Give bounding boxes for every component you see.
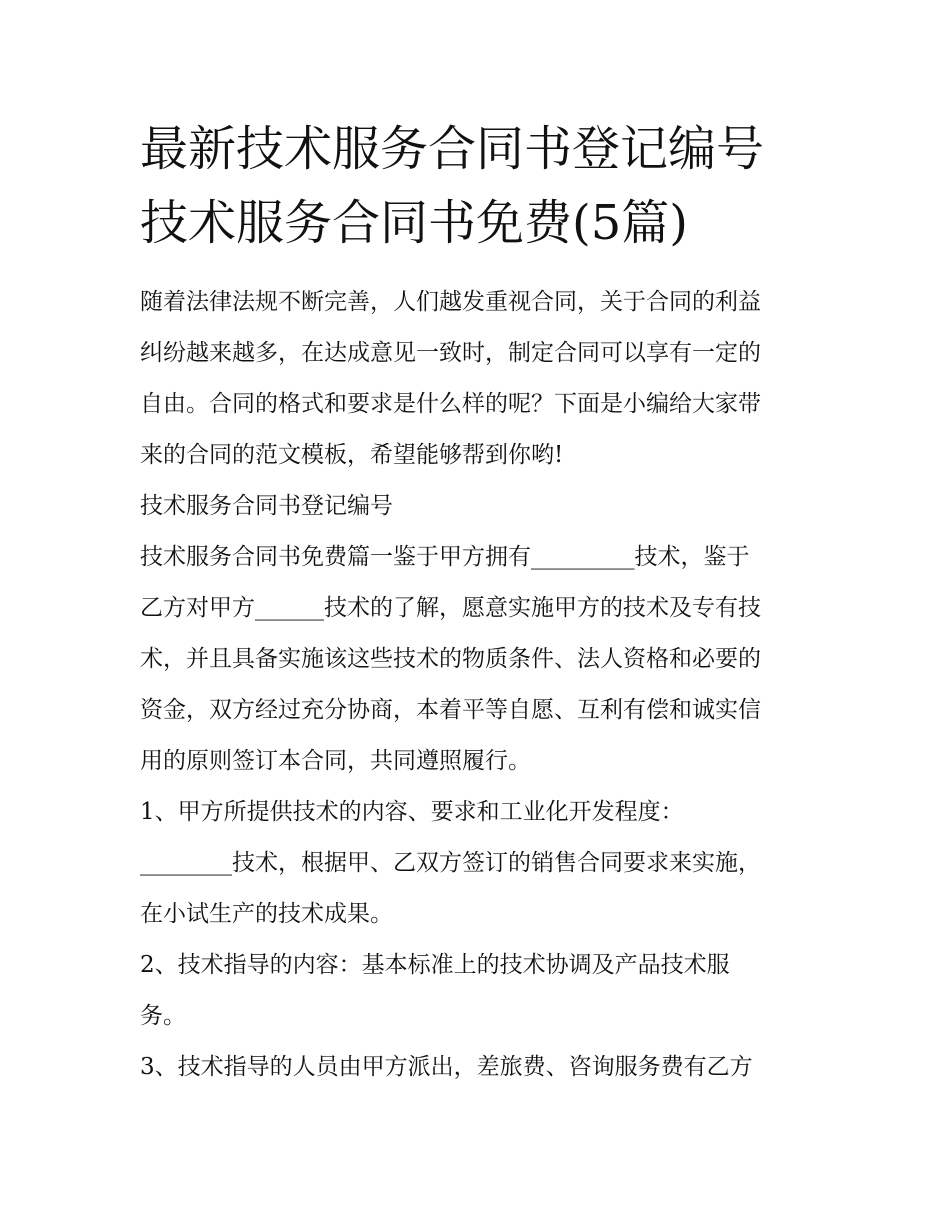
- article-line: 技术服务合同书免费篇一鉴于甲方拥有_________技术，鉴于: [140, 544, 750, 570]
- article-line: 术，并且具备实施该这些技术的物质条件、法人资格和必要的: [140, 646, 761, 672]
- document-body: [140, 277, 830, 1093]
- section-heading: [140, 481, 830, 532]
- article-line: 用的原则签订本合同，共同遵照履行。: [140, 748, 531, 774]
- clause-2: [140, 940, 830, 1042]
- clause-1-line: ________技术，根据甲、乙双方签订的销售合同要求来实施，: [140, 850, 761, 876]
- article-line: 资金，双方经过充分协商，本着平等自愿、互利有偿和诚实信: [140, 697, 761, 723]
- clause-3: [140, 1042, 830, 1093]
- title-line-1: 最新技术服务合同书登记编号: [140, 121, 765, 177]
- section-heading-text: 技术服务合同书登记编号: [140, 493, 393, 519]
- document-title: [140, 112, 840, 260]
- intro-line: 纠纷越来越多，在达成意见一致时，制定合同可以享有一定的: [140, 340, 761, 366]
- article-line: 乙方对甲方______技术的了解，愿意实施甲方的技术及专有技: [140, 595, 761, 621]
- intro-paragraph: [140, 277, 830, 481]
- clause-1: [140, 787, 830, 940]
- intro-line: 来的合同的范文模板，希望能够帮到你哟!: [140, 442, 564, 468]
- clause-3-line: 3、技术指导的人员由甲方派出，差旅费、咨询服务费有乙方: [140, 1054, 753, 1080]
- clause-1-line: 在小试生产的技术成果。: [140, 901, 393, 927]
- title-line-2: 技术服务合同书免费(5篇): [140, 195, 688, 251]
- clause-2-line: 务。: [140, 1003, 186, 1029]
- intro-line: 随着法律法规不断完善，人们越发重视合同，关于合同的利益: [140, 289, 761, 315]
- clause-2-line: 2、技术指导的内容：基本标准上的技术协调及产品技术服: [140, 952, 730, 978]
- clause-1-line: 1、甲方所提供技术的内容、要求和工业化开发程度：: [140, 799, 684, 825]
- article-paragraph: [140, 532, 830, 787]
- intro-line: 自由。合同的格式和要求是什么样的呢？下面是小编给大家带: [140, 391, 761, 417]
